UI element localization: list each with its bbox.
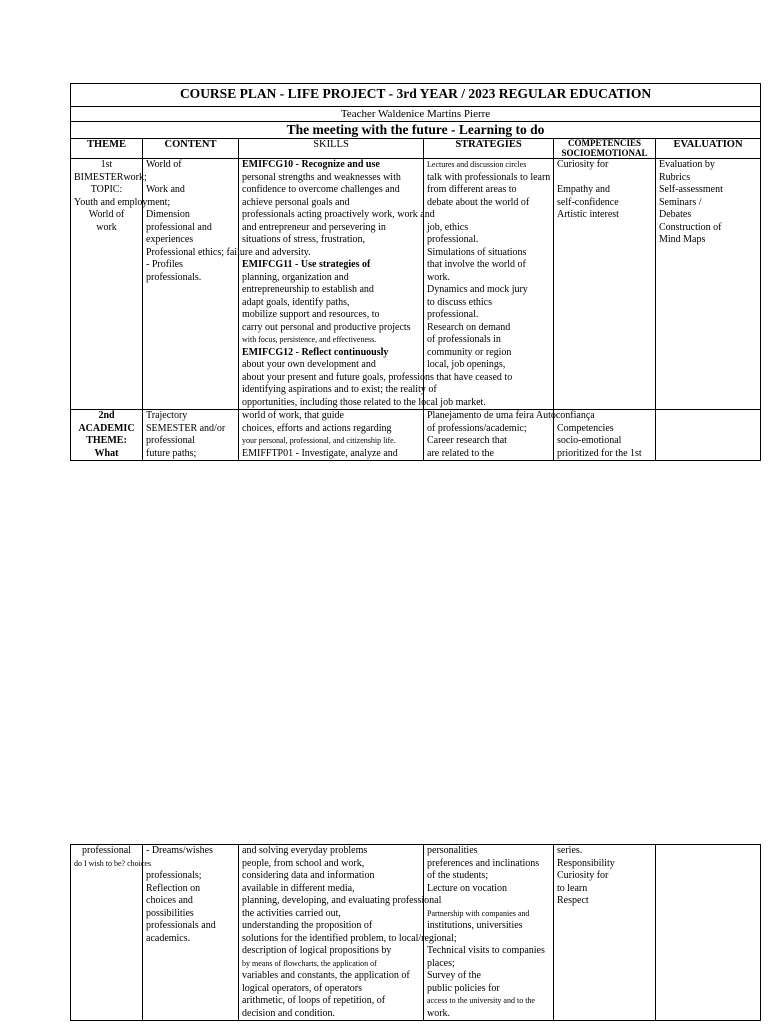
cell-line: choices, efforts and actions regarding [242,422,392,434]
cell-line: professionals and [146,920,216,931]
cell-line: arithmetic, of loops of repetition, of [242,995,386,1006]
cell-line: professional. [427,309,479,320]
cell-line: THEME: [86,435,127,446]
cell-line: Empathy and [557,184,611,195]
cell-line: Technical visits to companies [427,945,545,956]
header-theme: THEME [71,139,143,159]
cell-line: Rubrics [659,171,691,183]
cell-line: description of logical propositions by [242,945,392,956]
cell-line: Construction of [659,221,722,233]
table-row [71,410,761,461]
cell-line: work. [427,1007,451,1019]
cell-line: job, ethics [427,221,469,233]
cell-line: your personal, professional, and citizenship life. [242,436,396,445]
cell-line: work. [427,271,451,283]
cell-line: professional [82,845,131,856]
cell-line: understanding the proposition of [242,920,373,931]
cell-line: planning, developing, and evaluating professional [242,895,442,906]
cell-line [427,209,550,222]
cell-line [427,895,550,908]
cell-line: by means of flowcharts, the application of [242,958,377,968]
cell-line: Research on demand [427,321,511,333]
cell-line: BIMESTERwork; [74,171,147,183]
cell-line: professionals acting proactively work, work and [242,209,435,220]
cell-line: preferences and inclinations [427,857,540,869]
cell-line: Professional ethics; failure and adversity. [146,246,311,258]
cell-line: EMIFFTP01 - Investigate, analyze and [242,447,398,459]
cell-line: Career research that [427,435,507,446]
header-strategies: STRATEGIES [424,139,554,159]
cell-line: academics. [146,932,191,944]
cell-line [146,858,235,871]
cell-line: EMIFCG11 - Use strategies of [242,259,371,270]
cell-line: Dimension [146,209,190,220]
cell-line: solutions for the identified problem, to local/regional; [242,932,457,944]
cell-line: of professions/academic; [427,422,527,434]
cell-line: Dynamics and mock jury [427,284,528,295]
cell-line: about your own development and [242,359,376,370]
cell-line: confidence to overcome challenges and [242,184,400,195]
cell-line: achieve personal goals and [242,196,350,208]
cell-line: What [94,447,119,459]
document-title: COURSE PLAN - LIFE PROJECT - 3rd YEAR / 2023 REGULAR EDUCATION [71,84,761,107]
teacher-name: Teacher Waldenice Martins Pierre [71,107,761,122]
cell-line: professionals. [146,271,202,283]
cell-line: SEMESTER and/or [146,422,226,434]
cell-line: carry out personal and productive projects [242,321,411,333]
cell-line: Lecture on vocation [427,882,507,894]
cell-line: Partnership with companies and [427,908,530,918]
cell-line: future paths; [146,447,197,459]
cell-line: professionals; [146,870,202,881]
cell-line: prioritized for the 1st [557,447,642,459]
cell-line: identifying aspirations and to exist; the reality of [242,384,437,395]
cell-line: debate about the world of [427,196,530,208]
cell-line: that involve the world of [427,259,526,270]
header-content: CONTENT [143,139,239,159]
cell-line: series. [557,845,583,856]
cell-line: from different areas to [427,184,517,195]
cell-line: 1st [100,159,113,170]
cell-line: Planejamento de uma feira Autoconfiança [427,410,595,421]
cell-line: Mind Maps [659,234,706,245]
skills-cell [239,410,424,461]
cell-line: Responsibility [557,857,615,869]
cell-line: the activities carried out, [242,907,341,919]
evaluation-cell [656,159,761,410]
header-skills: SKILLS [239,139,424,159]
cell-line: institutions, universities [427,920,523,931]
cell-line: Seminars / [659,196,702,208]
cell-line: talk with professionals to learn [427,171,551,183]
cell-line: mobilize support and resources, to [242,309,380,320]
cell-line: - Dreams/wishes [146,845,213,856]
cell-line: personal strengths and weaknesses with [242,171,401,183]
content-cell [143,845,239,1021]
cell-line: opportunities, including those related to the local job market. [242,396,486,408]
cell-line: available in different media, [242,882,355,894]
cell-line: Reflection on [146,882,201,894]
cell-line: Lectures and discussion circles [427,160,527,169]
table-row [71,845,761,1021]
cell-line: - Profiles [146,259,183,270]
cell-line: access to the university and to the [427,996,535,1005]
cell-line: public policies for [427,982,500,994]
cell-line: Self-assessment [659,184,723,195]
header-evaluation: EVALUATION [656,139,761,159]
header-competencies-line2: SOCIOEMOTIONAL [561,147,648,158]
cell-line: professional. [427,234,479,245]
cell-line: entrepreneurship to establish and [242,284,374,295]
cell-line: socio-emotional [557,435,622,446]
cell-line: Respect [557,895,589,906]
cell-line: local, job openings, [427,359,506,370]
competencies-cell [554,845,656,1021]
cell-line: Simulations of situations [427,246,527,258]
cell-line: and entrepreneur and persevering in [242,221,386,233]
cell-line: considering data and information [242,870,375,881]
cell-line: world of work, that guide [242,410,344,421]
cell-line: World of [88,209,125,220]
cell-line: Work and [146,184,185,195]
cell-line: do I wish to be? choices [74,858,152,868]
cell-line: professional [146,435,195,446]
cell-line: Youth and employment; [74,196,171,208]
cell-line: to discuss ethics [427,296,492,308]
cell-line: of professionals in [427,334,501,345]
cell-line [557,172,652,185]
content-cell [143,410,239,461]
theme-cell [71,410,143,461]
cell-line: personalities [427,845,478,856]
cell-line: Competencies [557,422,614,434]
cell-line: World of [146,159,182,170]
cell-line: community or region [427,346,512,358]
cell-line: EMIFCG10 - Recognize and use [242,159,380,170]
table-row [71,159,761,410]
cell-line: Curiosity for [557,870,609,881]
cell-line: places; [427,957,455,969]
evaluation-cell [656,410,761,461]
cell-line: variables and constants, the application of [242,970,410,981]
theme-cell [71,845,152,1021]
cell-line: Debates [659,209,692,220]
cell-line: are related to the [427,447,494,459]
cell-line: Survey of the [427,970,481,981]
cell-line: professional and [146,221,212,233]
document-subtitle: The meeting with the future - Learning to do [71,122,761,139]
cell-line: to learn [557,882,588,894]
cell-line: of the students; [427,870,489,881]
cell-line: adapt goals, identify paths, [242,296,350,308]
cell-line: Trajectory [146,410,188,421]
cell-line [146,172,235,185]
cell-line: TOPIC: [90,184,123,195]
cell-line: experiences [146,234,194,245]
cell-line: Artistic interest [557,209,619,220]
header-competencies [554,139,656,159]
cell-line: self-confidence [557,196,619,208]
cell-line: EMIFCG12 - Reflect continuously [242,346,389,358]
cell-line: work [96,221,117,233]
course-plan-table [70,83,761,461]
cell-line: choices and [146,895,193,906]
header-competencies-line1: COMPETENCIES [567,138,641,148]
cell-line: with focus, persistence, and effectiveness. [242,335,377,344]
cell-line: Evaluation by [659,159,715,170]
header-row [71,139,761,159]
cell-line: decision and condition. [242,1007,336,1019]
competencies-cell [554,159,656,410]
evaluation-cell [656,845,761,1021]
course-plan-table-continued [70,844,761,1021]
cell-line: Curiosity for [557,159,609,170]
cell-line: possibilities [146,907,194,919]
cell-line: 2nd [98,410,115,421]
cell-line: about your present and future goals, professions that have ceased to [242,371,513,383]
cell-line: people, from school and work, [242,857,365,869]
cell-line: logical operators, of operators [242,982,362,994]
cell-line: situations of stress, frustration, [242,234,366,245]
cell-line: ACADEMIC [78,422,135,434]
cell-line: planning, organization and [242,271,349,283]
cell-line: and solving everyday problems [242,845,368,856]
